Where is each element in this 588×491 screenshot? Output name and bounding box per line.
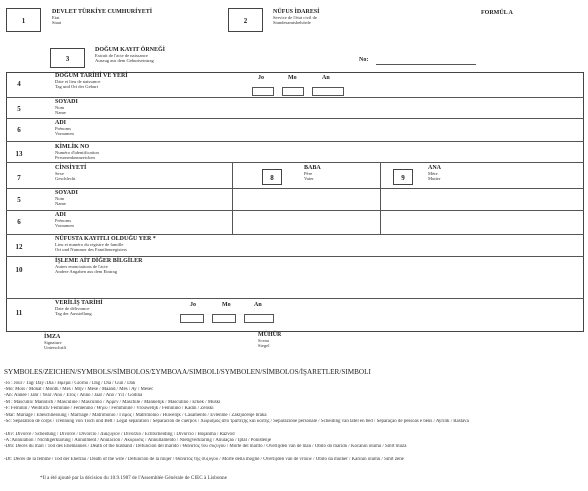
- row-number: 4: [17, 80, 21, 88]
- state-number: 1: [21, 17, 26, 25]
- registry-number-box: [228, 8, 263, 32]
- birth-date-sub-fr: Date et lieu de naissance: [55, 79, 101, 84]
- surname-title: SOYADI: [55, 99, 78, 105]
- other-info-title: İŞLEME AİT DİĞER BİLGİLER: [55, 258, 143, 264]
- seal-sub-de: Siegel: [258, 343, 270, 348]
- seal-block: [258, 332, 281, 348]
- signature-block: [44, 334, 66, 350]
- signature-sub-de: Unterschrift: [44, 345, 67, 350]
- registry-label: [273, 9, 320, 25]
- sex-title: CİNSİYETİ: [55, 165, 87, 171]
- symbol-line: -Mar: Mariage / Eheschliessung / Marriage / Matrimonio / Γάμος / Matrimonio / Huwelijk / Casamento / Evlenme / Zaključenje braka: [4, 413, 267, 418]
- state-title: DEVLET TÜRKİYE CUMHURİYETİ: [52, 9, 153, 15]
- symbols-heading: SYMBOLES/ZEICHEN/SYMBOLS/SÍMBOLOS/ΣΥΜΒΟΛΑ/SIMBOLI/SYMBOLEN/SÍMBOLOS/İŞARETLER/SIMBOLI: [4, 368, 371, 376]
- issue-day-box[interactable]: [180, 314, 204, 323]
- issue-date-label: [55, 300, 103, 316]
- birth-year-box[interactable]: [312, 87, 344, 96]
- row-number: 13: [15, 150, 23, 158]
- symbol-line: -Div: Divorce / Scheidung / Divorce / Divorcio / Διαζύγιον / Divorzio / Echtscheiding / Divórcio / Boşanma / Razvod: [4, 432, 235, 437]
- registry-sub-de: Standesamtsbehörde: [273, 20, 311, 25]
- given-names-sub-fr: Prénoms: [55, 126, 72, 131]
- family-register-sub-fr: Lieu et numéro du registre de famille: [55, 242, 124, 247]
- state-sub-de: Staat: [52, 20, 62, 25]
- row-divider: [6, 256, 584, 257]
- father-sub-de: Vater: [304, 176, 314, 181]
- surname-sub-fr: Nom: [55, 105, 65, 110]
- family-register-sub-de: Ort und Nummer des Familienregisters: [55, 247, 127, 252]
- document-no-label: No:: [359, 57, 369, 63]
- given-names-sub-de: Vornamen: [55, 131, 74, 136]
- surname-label: [55, 99, 78, 115]
- document-sub-fr: Extrait de l'acte de naissance: [95, 53, 148, 58]
- seal-sub-fr: Sceau: [258, 338, 269, 343]
- symbol-line: -An: Année / Jahr / Year /Año / Έτος / Anno / Jaar / Ano / Yıl / Godina: [4, 393, 143, 398]
- row-divider: [6, 97, 584, 98]
- issue-day-label: Jo: [190, 302, 196, 308]
- row-number: 7: [17, 174, 21, 182]
- parents-given-names-title: ADI: [55, 212, 67, 218]
- birth-day-box[interactable]: [252, 87, 274, 96]
- symbol-line: -Df: Décès de la femme / Tod der Ehefrau / Death of the wife / Defunción de la mujer / Θάνατος της συζύγου / Morte della moglie / Overlijden van de vrouw / Óbito da mulher / Karının ölümü / Smrt žene: [4, 457, 404, 462]
- id-number-label: [55, 144, 99, 160]
- father-number: 8: [270, 174, 274, 182]
- footnote: *Il a été ajouté par la décision du 10.9.1987 de l'Assemblée Générale de CIEC à Lisbonne: [40, 475, 227, 481]
- mother-sub-de: Mutter: [428, 176, 441, 181]
- issue-date-sub-de: Tag der Ausstellung: [55, 311, 92, 316]
- issue-year-box[interactable]: [244, 314, 274, 323]
- row-number: 6: [17, 218, 21, 226]
- mother-sub-fr: Mère: [428, 171, 438, 176]
- parents-given-names-label: [55, 212, 74, 228]
- parents-surname-title: SOYADI: [55, 190, 78, 196]
- father-label: [304, 165, 321, 181]
- family-register-title: NÜFUSTA KAYITLI OLDUĞU YER *: [55, 236, 156, 242]
- birth-month-box[interactable]: [282, 87, 304, 96]
- symbol-line: -M : Masculin/ Männlich / Masculine / Masculino / Άρρεν / Maschile / Mannelijk / Masculino / Erkek / Muški: [4, 400, 221, 405]
- id-number-sub-de: Personenkennzeichen: [55, 155, 95, 160]
- signature-title: İMZA: [44, 334, 61, 340]
- mother-title: ANA: [428, 165, 441, 171]
- father-title: BABA: [304, 165, 321, 171]
- sex-label: [55, 165, 86, 181]
- row-number: 12: [15, 243, 23, 251]
- row-number: 6: [17, 126, 21, 134]
- document-number-box: [50, 48, 85, 68]
- father-sub-fr: Père: [304, 171, 313, 176]
- family-register-label: [55, 236, 156, 252]
- row-divider: [6, 188, 584, 189]
- column-divider: [380, 162, 381, 234]
- row-divider: [6, 298, 584, 299]
- row-divider: [6, 234, 584, 235]
- seal-title: MÜHÜR: [258, 332, 282, 338]
- formula-label: FORMÜL A: [481, 10, 513, 16]
- birth-month-label: Mo: [288, 75, 297, 81]
- row-number: 11: [15, 309, 23, 317]
- row-divider: [6, 162, 584, 163]
- row-number: 5: [17, 105, 21, 113]
- issue-year-label: An: [254, 302, 262, 308]
- document-number: 3: [65, 55, 70, 63]
- sex-sub-fr: Sexe: [55, 171, 64, 176]
- symbol-line: -Mo: Mois / Monat / Month / Mes / Μήν / Mese / Maand / Mês / Ay / Mesec: [4, 387, 154, 392]
- birth-day-label: Jo: [258, 75, 264, 81]
- issue-month-box[interactable]: [212, 314, 236, 323]
- symbol-line: -A :Annulation / Nichtigerklärung / Annulment / Anulación / Ακύρωσις / Annullamento / Nietigverklaring / Anulação / İptal / Poništenje: [4, 438, 272, 443]
- parents-given-names-sub-fr: Prénoms: [55, 218, 72, 223]
- parents-surname-sub-fr: Nom: [55, 196, 65, 201]
- registry-number: 2: [243, 17, 248, 25]
- other-info-sub-de: Andere Angaben aus dem Eintrag: [55, 269, 117, 274]
- birth-date-label: [55, 73, 128, 89]
- symbol-line: -F: Féminin / Weiblich/ Feminine / Femenino / Θήλυ / Femminile / Vrouwelijk / Feminino / Kadın / Ženski: [4, 406, 214, 411]
- issue-month-label: Mo: [222, 302, 231, 308]
- state-number-box: [6, 8, 41, 32]
- row-divider: [6, 210, 584, 211]
- given-names-title: ADI: [55, 120, 67, 126]
- birth-date-title: DOĞUM TARİHİ VE YERİ: [55, 73, 128, 79]
- other-info-sub-fr: Autres enonciations de l'acte: [55, 264, 108, 269]
- form-frame: [6, 72, 584, 332]
- given-names-label: [55, 120, 74, 136]
- column-divider: [232, 162, 233, 234]
- mother-number-box: [393, 169, 413, 185]
- signature-sub-fr: Signature: [44, 340, 62, 345]
- document-title-block: [95, 47, 165, 63]
- mother-label: [428, 165, 441, 181]
- row-divider: [6, 141, 584, 142]
- row-number: 5: [17, 196, 21, 204]
- registry-sub-fr: Service de l'état civil de: [273, 15, 317, 20]
- birth-date-sub-de: Tag und Ort der Geburt: [55, 84, 99, 89]
- document-title: DOĞUM KAYIT ÖRNEĞİ: [95, 47, 166, 53]
- father-number-box: [262, 169, 282, 185]
- parents-surname-sub-de: Name: [55, 201, 66, 206]
- issue-date-title: VERİLİŞ TARİHİ: [55, 300, 103, 306]
- row-divider: [6, 118, 584, 119]
- symbol-line: -Jo : Jour / Tag/ Day /Día / Ημέρα / Giorno / Dag / Día / Gün / Dan: [4, 381, 136, 386]
- id-number-title: KİMLİK NO: [55, 144, 90, 150]
- row-number: 10: [15, 266, 23, 274]
- state-label: [52, 9, 152, 25]
- id-number-sub-fr: Numéro d'identification: [55, 150, 99, 155]
- surname-sub-de: Name: [55, 110, 66, 115]
- issue-date-sub-fr: Date de délivrance: [55, 306, 90, 311]
- registry-title: NÜFUS İDARESİ: [273, 9, 320, 15]
- document-sub-de: Auszug aus dem Geburtseintrag: [95, 58, 154, 63]
- mother-number: 9: [401, 174, 405, 182]
- symbol-line: -Dm: Décès du mari / Tod des Ehemannes / Death of the husband / Defunción del marido / Θάνατος του συζύγου / Morte del marito / Overlijden van de man / Óbito do marido / Kocanın ölümü / Smrt muža: [4, 444, 407, 449]
- sex-sub-de: Geschlecht: [55, 176, 76, 181]
- parents-given-names-sub-de: Vornamen: [55, 223, 74, 228]
- document-no-line: [376, 64, 476, 65]
- symbol-line: -Sc: Séparation de corps / Trennung von Tisch und Bett / Legal separation / Separación de cuerpos / Χωρισμός από τραπέζης και κοίτης / Separazione personale / Scheiding van tafel en bed / Separação de pessoas e bens / Ayrılık / Rastava: [4, 419, 469, 424]
- state-sub-fr: Etat: [52, 15, 60, 20]
- birth-year-label: An: [322, 75, 330, 81]
- parents-surname-label: [55, 190, 78, 206]
- other-info-label: [55, 258, 142, 274]
